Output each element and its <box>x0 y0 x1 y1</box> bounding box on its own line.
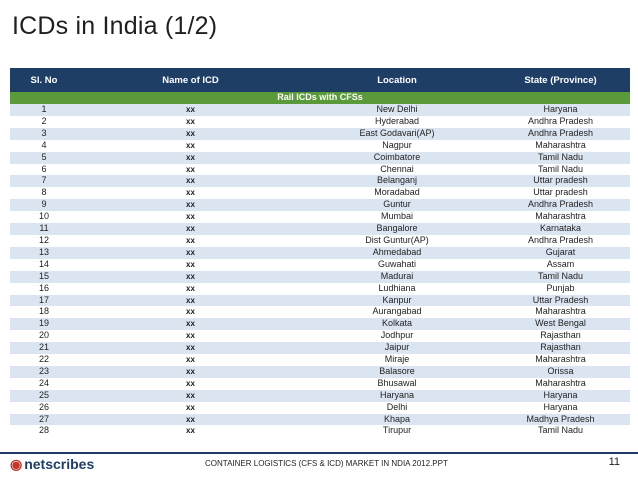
cell-state: Andhra Pradesh <box>491 235 630 247</box>
cell-sl-no: 17 <box>10 295 78 307</box>
cell-sl-no: 25 <box>10 390 78 402</box>
cell-icd-name: xx <box>78 366 303 378</box>
cell-state: Madhya Pradesh <box>491 414 630 426</box>
cell-sl-no: 2 <box>10 116 78 128</box>
cell-location: Madurai <box>303 271 491 283</box>
cell-icd-name: xx <box>78 235 303 247</box>
cell-icd-name: xx <box>78 354 303 366</box>
cell-icd-name: xx <box>78 116 303 128</box>
footer-divider <box>0 452 638 454</box>
cell-location: Kolkata <box>303 318 491 330</box>
cell-location: East Godavari(AP) <box>303 128 491 140</box>
table-row <box>10 330 630 342</box>
cell-icd-name: xx <box>78 164 303 176</box>
cell-icd-name: xx <box>78 330 303 342</box>
cell-state: Assam <box>491 259 630 271</box>
table-row <box>10 259 630 271</box>
cell-state: Andhra Pradesh <box>491 199 630 211</box>
cell-state: Tamil Nadu <box>491 271 630 283</box>
cell-location: Tirupur <box>303 425 491 437</box>
cell-location: Coimbatore <box>303 152 491 164</box>
cell-sl-no: 15 <box>10 271 78 283</box>
cell-icd-name: xx <box>78 271 303 283</box>
table-row <box>10 211 630 223</box>
cell-location: Aurangabad <box>303 306 491 318</box>
cell-icd-name: xx <box>78 128 303 140</box>
cell-location: Haryana <box>303 390 491 402</box>
table-row <box>10 354 630 366</box>
table-row <box>10 414 630 426</box>
cell-sl-no: 7 <box>10 175 78 187</box>
cell-location: Nagpur <box>303 140 491 152</box>
cell-location: Belanganj <box>303 175 491 187</box>
header-location: Location <box>303 68 491 92</box>
cell-sl-no: 1 <box>10 104 78 116</box>
cell-icd-name: xx <box>78 199 303 211</box>
cell-state: Rajasthan <box>491 330 630 342</box>
cell-location: Guwahati <box>303 259 491 271</box>
table-row <box>10 378 630 390</box>
cell-sl-no: 10 <box>10 211 78 223</box>
table-row <box>10 223 630 235</box>
table-row <box>10 271 630 283</box>
cell-sl-no: 12 <box>10 235 78 247</box>
cell-state: Andhra Pradesh <box>491 128 630 140</box>
cell-icd-name: xx <box>78 187 303 199</box>
icd-table <box>10 68 630 437</box>
cell-location: Balasore <box>303 366 491 378</box>
table-row <box>10 318 630 330</box>
cell-state: Haryana <box>491 104 630 116</box>
cell-icd-name: xx <box>78 425 303 437</box>
table-row <box>10 402 630 414</box>
cell-state: Gujarat <box>491 247 630 259</box>
cell-icd-name: xx <box>78 414 303 426</box>
cell-state: Tamil Nadu <box>491 164 630 176</box>
slide-title: ICDs in India (1/2) <box>12 12 218 40</box>
cell-state: Orissa <box>491 366 630 378</box>
cell-icd-name: xx <box>78 175 303 187</box>
table-row <box>10 306 630 318</box>
cell-icd-name: xx <box>78 247 303 259</box>
cell-state: Uttar Pradesh <box>491 295 630 307</box>
cell-sl-no: 5 <box>10 152 78 164</box>
cell-sl-no: 9 <box>10 199 78 211</box>
cell-location: New Delhi <box>303 104 491 116</box>
cell-icd-name: xx <box>78 211 303 223</box>
cell-sl-no: 11 <box>10 223 78 235</box>
section-band-label: Rail ICDs with CFSs <box>10 92 630 104</box>
netscribes-logo <box>10 456 94 473</box>
cell-sl-no: 13 <box>10 247 78 259</box>
header-state: State (Province) <box>491 68 630 92</box>
cell-state: Karnataka <box>491 223 630 235</box>
cell-state: Rajasthan <box>491 342 630 354</box>
netscribes-logo-icon: ◉ <box>10 456 23 472</box>
table-header-row <box>10 68 630 92</box>
table-row <box>10 425 630 437</box>
cell-location: Hyderabad <box>303 116 491 128</box>
table-row <box>10 390 630 402</box>
cell-icd-name: xx <box>78 104 303 116</box>
cell-state: Tamil Nadu <box>491 425 630 437</box>
cell-sl-no: 6 <box>10 164 78 176</box>
cell-sl-no: 21 <box>10 342 78 354</box>
header-sl-no: Sl. No <box>10 68 78 92</box>
table-row <box>10 366 630 378</box>
cell-sl-no: 18 <box>10 306 78 318</box>
cell-location: Mumbai <box>303 211 491 223</box>
cell-state: Maharashtra <box>491 140 630 152</box>
cell-state: Tamil Nadu <box>491 152 630 164</box>
page-number: 11 <box>608 456 620 468</box>
cell-sl-no: 27 <box>10 414 78 426</box>
footer-document-title: CONTAINER LOGISTICS (CFS & ICD) MARKET IN NDIA 2012.PPT <box>205 459 448 468</box>
cell-icd-name: xx <box>78 342 303 354</box>
cell-sl-no: 19 <box>10 318 78 330</box>
table-row <box>10 247 630 259</box>
cell-sl-no: 4 <box>10 140 78 152</box>
cell-location: Chennai <box>303 164 491 176</box>
cell-location: Dist Guntur(AP) <box>303 235 491 247</box>
cell-location: Ludhiana <box>303 283 491 295</box>
cell-location: Khapa <box>303 414 491 426</box>
table-row <box>10 187 630 199</box>
cell-state: Haryana <box>491 390 630 402</box>
cell-sl-no: 14 <box>10 259 78 271</box>
cell-icd-name: xx <box>78 402 303 414</box>
table-row <box>10 104 630 116</box>
table-row <box>10 283 630 295</box>
cell-icd-name: xx <box>78 306 303 318</box>
cell-icd-name: xx <box>78 390 303 402</box>
cell-state: Maharashtra <box>491 306 630 318</box>
cell-state: Maharashtra <box>491 211 630 223</box>
cell-location: Moradabad <box>303 187 491 199</box>
cell-icd-name: xx <box>78 223 303 235</box>
cell-state: Maharashtra <box>491 354 630 366</box>
cell-icd-name: xx <box>78 259 303 271</box>
cell-sl-no: 16 <box>10 283 78 295</box>
cell-location: Delhi <box>303 402 491 414</box>
cell-state: Andhra Pradesh <box>491 116 630 128</box>
cell-location: Guntur <box>303 199 491 211</box>
cell-state: Haryana <box>491 402 630 414</box>
section-band-row <box>10 92 630 104</box>
cell-state: Uttar pradesh <box>491 175 630 187</box>
cell-sl-no: 8 <box>10 187 78 199</box>
table-row <box>10 164 630 176</box>
cell-sl-no: 28 <box>10 425 78 437</box>
cell-sl-no: 22 <box>10 354 78 366</box>
cell-state: West Bengal <box>491 318 630 330</box>
cell-icd-name: xx <box>78 152 303 164</box>
cell-icd-name: xx <box>78 283 303 295</box>
cell-icd-name: xx <box>78 318 303 330</box>
cell-sl-no: 23 <box>10 366 78 378</box>
header-name-of-icd: Name of ICD <box>78 68 303 92</box>
cell-location: Jaipur <box>303 342 491 354</box>
cell-sl-no: 24 <box>10 378 78 390</box>
cell-state: Maharashtra <box>491 378 630 390</box>
table-row <box>10 295 630 307</box>
cell-icd-name: xx <box>78 140 303 152</box>
table-row <box>10 175 630 187</box>
cell-location: Miraje <box>303 354 491 366</box>
cell-location: Bangalore <box>303 223 491 235</box>
cell-sl-no: 20 <box>10 330 78 342</box>
cell-sl-no: 3 <box>10 128 78 140</box>
icd-table-container <box>10 68 630 437</box>
logo-text: netscribes <box>24 456 95 472</box>
cell-location: Jodhpur <box>303 330 491 342</box>
cell-icd-name: xx <box>78 378 303 390</box>
table-row <box>10 199 630 211</box>
cell-state: Punjab <box>491 283 630 295</box>
table-row <box>10 235 630 247</box>
table-row <box>10 116 630 128</box>
cell-sl-no: 26 <box>10 402 78 414</box>
cell-location: Kanpur <box>303 295 491 307</box>
table-row <box>10 128 630 140</box>
cell-location: Bhusawal <box>303 378 491 390</box>
cell-icd-name: xx <box>78 295 303 307</box>
cell-location: Ahmedabad <box>303 247 491 259</box>
cell-state: Uttar pradesh <box>491 187 630 199</box>
table-row <box>10 342 630 354</box>
table-row <box>10 152 630 164</box>
table-row <box>10 140 630 152</box>
